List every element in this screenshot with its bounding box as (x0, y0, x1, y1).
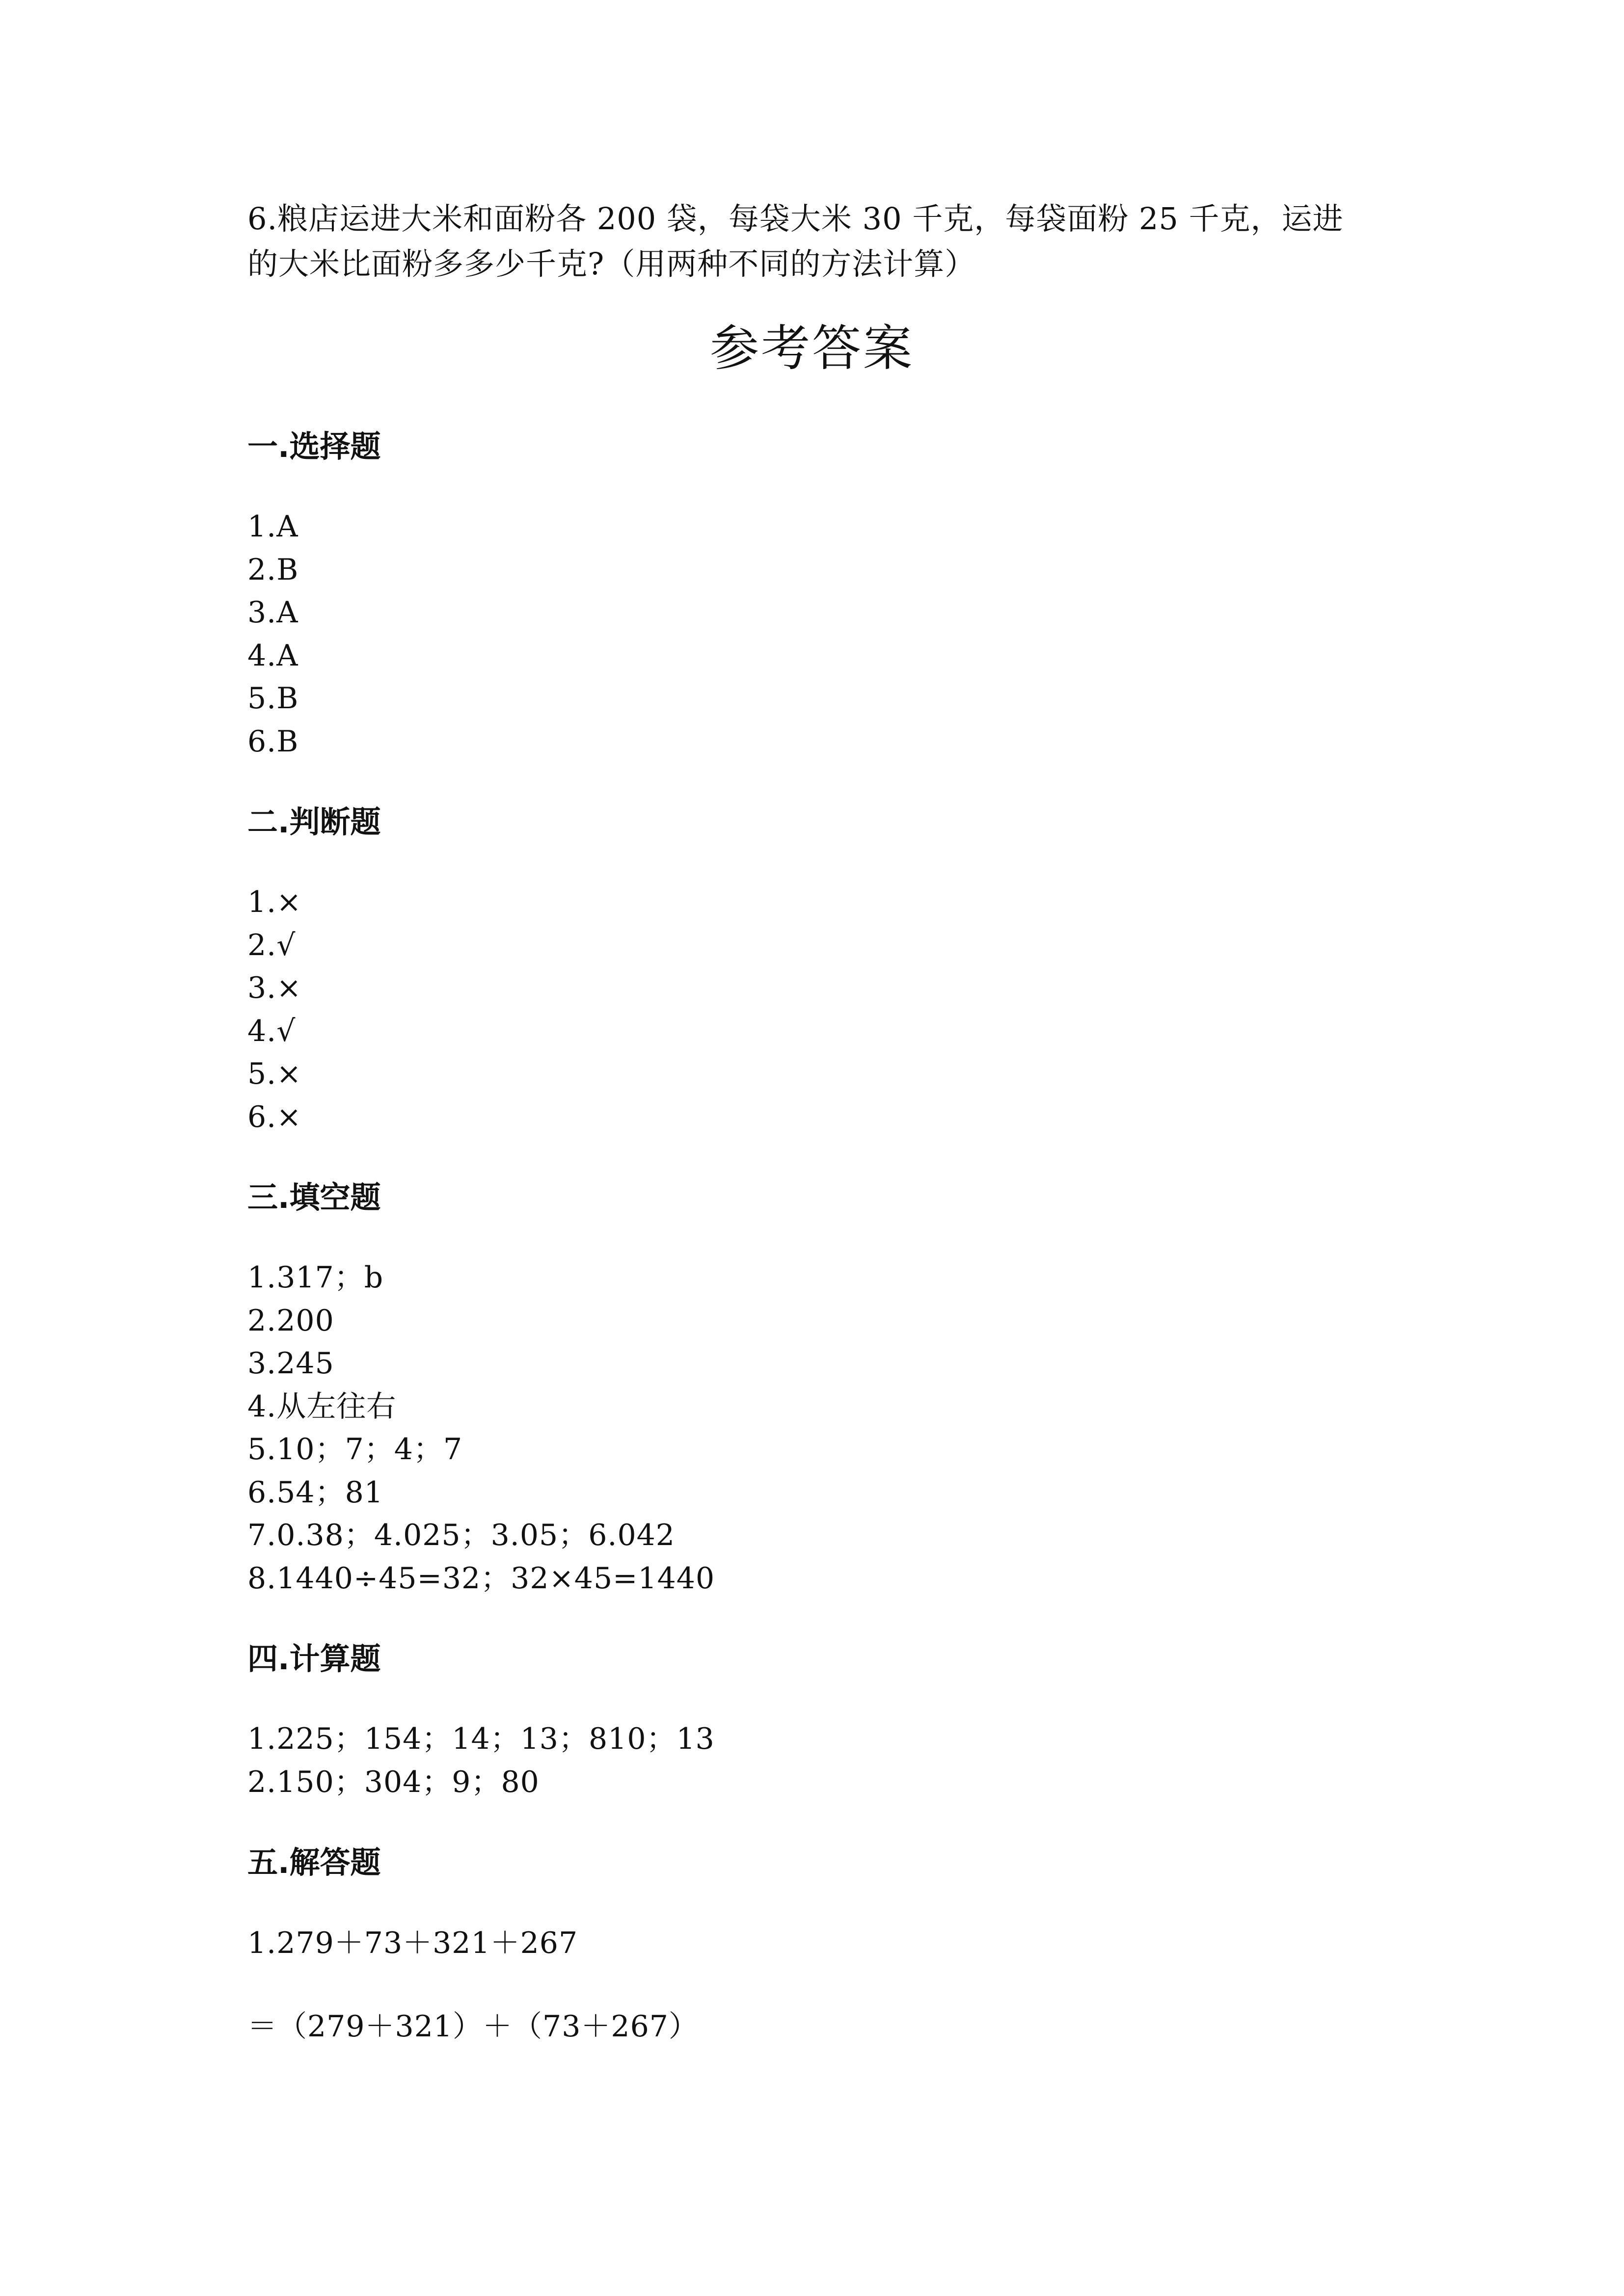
answer-item: 5.B (247, 681, 299, 716)
question-6 (247, 196, 1377, 287)
answer-item: 4.√ (247, 1014, 296, 1048)
answer-item: 4.从左往右 (247, 1389, 397, 1424)
answer-list-calculation (247, 1718, 715, 1804)
answer-item: 2.B (247, 552, 299, 587)
solution-line: ＝（279＋321）＋（73＋267） (247, 2009, 699, 2044)
answer-item: 6.B (247, 724, 299, 759)
answer-item: 3.× (247, 971, 302, 1005)
answer-item: 7.0.38；4.025；3.05；6.042 (247, 1518, 675, 1552)
answer-item: 1.× (247, 885, 302, 919)
answer-item: 2.200 (247, 1303, 334, 1338)
answer-item: 5.10；7；4；7 (247, 1432, 463, 1467)
answer-item: 3.245 (247, 1346, 334, 1381)
answer-item: 2.150；304；9；80 (247, 1764, 540, 1799)
question-line: 的大米比面粉多多少千克?（用两种不同的方法计算） (247, 246, 976, 282)
section-heading-choice: 一.选择题 (247, 428, 381, 464)
question-line: 6.粮店运进大米和面粉各 200 袋，每袋大米 30 千克，每袋面粉 25 千克，运进 (247, 201, 1344, 237)
answer-title: 参考答案 (710, 320, 914, 377)
answer-item: 4.A (247, 638, 298, 673)
section-heading-calculation: 四.计算题 (247, 1641, 381, 1677)
section-heading-word-problems: 五.解答题 (247, 1844, 381, 1880)
answer-item: 6.54；81 (247, 1475, 383, 1510)
answer-item: 8.1440÷45=32；32×45=1440 (247, 1561, 715, 1596)
answer-list-choice (247, 506, 298, 763)
answer-item: 1.225；154；14；13；810；13 (247, 1722, 715, 1756)
answer-item: 5.× (247, 1057, 302, 1091)
section-heading-fill-blank: 三.填空题 (247, 1179, 381, 1215)
answer-list-judgment (247, 881, 302, 1139)
section-heading-judgment: 二.判断题 (247, 804, 381, 840)
answer-item: 6.× (247, 1099, 302, 1134)
answer-item: 2.√ (247, 928, 296, 962)
answer-item: 3.A (247, 595, 298, 630)
solution-line: 1.279＋73＋321＋267 (247, 1926, 578, 1960)
answer-item: 1.317；b (247, 1260, 384, 1295)
answer-item: 1.A (247, 509, 298, 544)
answer-list-fill-blank (247, 1256, 715, 1600)
